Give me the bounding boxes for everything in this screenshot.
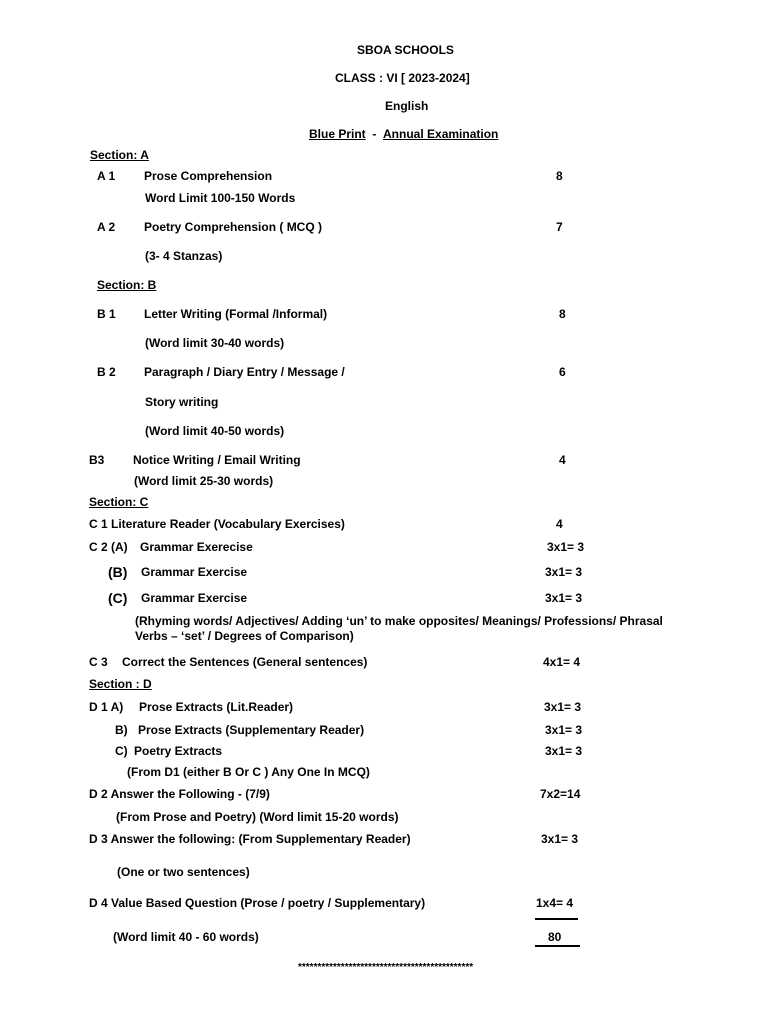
- c2c-title: Grammar Exercise: [141, 591, 248, 605]
- marks-rule-lower: [535, 945, 580, 947]
- a1-code: A 1: [97, 169, 116, 183]
- d3-note: (One or two sentences): [117, 865, 250, 879]
- b2-title: Paragraph / Diary Entry / Message /: [144, 365, 345, 379]
- school-name: SBOA SCHOOLS: [357, 43, 454, 57]
- b1-title: Letter Writing (Formal /Informal): [144, 307, 328, 321]
- a2-code: A 2: [97, 220, 116, 234]
- c3-code: C 3: [89, 655, 108, 669]
- d1c-code: C): [115, 744, 128, 758]
- b1-note: (Word limit 30-40 words): [145, 336, 285, 350]
- c1-marks: 4: [556, 517, 563, 531]
- b3-code: B3: [89, 453, 105, 467]
- footer-divider-stars: *********************************************: [298, 962, 474, 973]
- d4-marks: 1x4= 4: [536, 896, 574, 910]
- c2c-marks: 3x1= 3: [545, 591, 583, 605]
- b1-marks: 8: [559, 307, 566, 321]
- section-c-heading: Section: C: [89, 495, 149, 509]
- exam-label: Annual Examination: [383, 127, 499, 141]
- d1a-title: Prose Extracts (Lit.Reader): [139, 700, 294, 714]
- grammar-topics-line-1: (Rhyming words/ Adjectives/ Adding ‘un’ to make opposites/ Meanings/ Professions/ Phrasal: [135, 614, 663, 628]
- c3-title: Correct the Sentences (General sentences): [122, 655, 368, 669]
- b2-code: B 2: [97, 365, 116, 379]
- c3-marks: 4x1= 4: [543, 655, 581, 669]
- c2a-marks: 3x1= 3: [547, 540, 585, 554]
- c2a-title: Grammar Exerecise: [140, 540, 253, 554]
- d1a-marks: 3x1= 3: [544, 700, 582, 714]
- d1b-title: Prose Extracts (Supplementary Reader): [138, 723, 365, 737]
- d4-text: D 4 Value Based Question (Prose / poetry / Supplementary): [89, 896, 426, 910]
- d1b-code: B): [115, 723, 128, 737]
- title-dash: -: [372, 127, 377, 141]
- blueprint-label: Blue Print: [309, 127, 366, 141]
- a2-title: Poetry Comprehension ( MCQ ): [144, 220, 323, 234]
- c2c-code: (C): [108, 590, 128, 606]
- a2-note: (3- 4 Stanzas): [145, 249, 223, 263]
- document-title: [309, 128, 498, 140]
- a2-marks: 7: [556, 220, 563, 234]
- b2-marks: 6: [559, 365, 566, 379]
- d2-note: (From Prose and Poetry) (Word limit 15-20 words): [116, 810, 399, 824]
- c2b-code: (B): [108, 564, 128, 580]
- b3-title: Notice Writing / Email Writing: [133, 453, 301, 467]
- c2b-title: Grammar Exercise: [141, 565, 248, 579]
- a1-note: Word Limit 100-150 Words: [145, 191, 296, 205]
- b3-marks: 4: [559, 453, 566, 467]
- b1-code: B 1: [97, 307, 116, 321]
- b2-note-1: Story writing: [145, 395, 219, 409]
- a1-title: Prose Comprehension: [144, 169, 273, 183]
- b3-note: (Word limit 25-30 words): [134, 474, 274, 488]
- b2-note-2: (Word limit 40-50 words): [145, 424, 285, 438]
- d1c-marks: 3x1= 3: [545, 744, 583, 758]
- d1b-marks: 3x1= 3: [545, 723, 583, 737]
- d4-note: (Word limit 40 - 60 words): [113, 930, 259, 944]
- total-marks: 80: [548, 930, 562, 944]
- d2-marks: 7x2=14: [540, 787, 581, 801]
- a1-marks: 8: [556, 169, 563, 183]
- section-b-heading: Section: B: [97, 278, 157, 292]
- c1-text: C 1 Literature Reader (Vocabulary Exercises): [89, 517, 345, 531]
- class-line: CLASS : VI [ 2023-2024]: [335, 71, 470, 85]
- section-a-heading: Section: A: [90, 148, 149, 162]
- d1a-code: D 1 A): [89, 700, 124, 714]
- c2b-marks: 3x1= 3: [545, 565, 583, 579]
- grammar-topics-line-2: Verbs – ‘set’ / Degrees of Comparison): [135, 629, 354, 643]
- section-d-heading: Section : D: [89, 677, 152, 691]
- d3-text: D 3 Answer the following: (From Supplementary Reader): [89, 832, 411, 846]
- c2a-code: C 2 (A): [89, 540, 128, 554]
- marks-rule-upper: [535, 918, 578, 920]
- d2-text: D 2 Answer the Following - (7/9): [89, 787, 270, 801]
- subject: English: [385, 99, 429, 113]
- d1c-title: Poetry Extracts: [134, 744, 223, 758]
- d1-note: (From D1 (either B Or C ) Any One In MCQ): [127, 765, 370, 779]
- d3-marks: 3x1= 3: [541, 832, 579, 846]
